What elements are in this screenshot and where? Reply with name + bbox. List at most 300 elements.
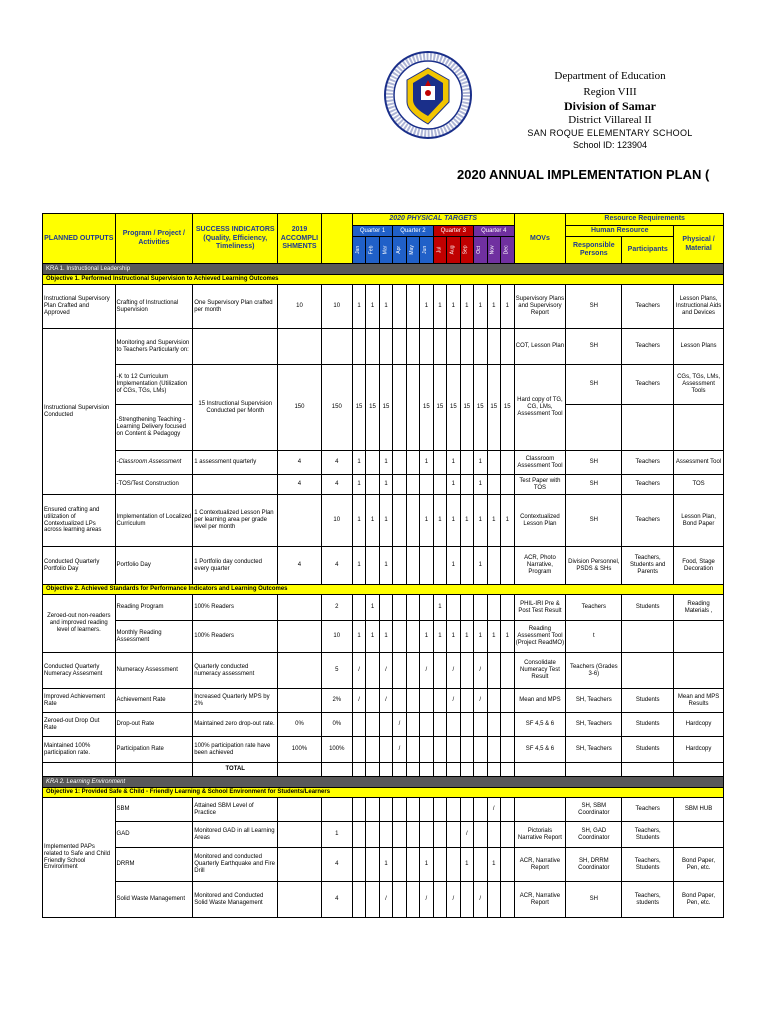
month-target-cell: 1 [420,285,433,329]
month-target-cell [406,882,419,918]
month-target-cell: 1 [447,285,460,329]
responsible-cell: SH [566,495,622,547]
month-target-cell [433,882,446,918]
month-target-cell: 1 [352,621,365,653]
indicator-cell: 1 assessment quarterly [193,451,278,475]
document-title: 2020 ANNUAL IMPLEMENTATION PLAN ( [457,167,710,182]
month-target-cell [366,848,379,882]
header-participants: Participants [622,237,674,264]
target-cell: 150 [321,365,352,451]
indicator-cell: Monitored and conducted Quarterly Earthquake and Fire Drill [193,848,278,882]
program-cell: Portfolio Day [115,547,193,585]
month-target-cell [487,822,500,848]
month-target-cell [487,737,500,763]
mov-cell: Classroom Assessment Tool [514,451,566,475]
month-target-cell [406,451,419,475]
header-responsible-persons: Responsible Persons [566,237,622,264]
month-target-cell [352,595,365,621]
program-cell: Monthly Reading Assessment [115,621,193,653]
header-programs: Program / Project / Activities [115,214,193,264]
target-cell: 100% [321,737,352,763]
table-row [43,713,724,737]
program-cell: SBM [115,798,193,822]
program-cell: Participation Rate [115,737,193,763]
month-target-cell [393,621,406,653]
month-target-cell [433,798,446,822]
responsible-cell: Division Personnel, PSDS & SHs [566,547,622,585]
mov-cell: Supervisory Plans and Supervisory Report [514,285,566,329]
material-cell: Bond Paper, Pen, etc. [674,882,724,918]
table-row [43,365,724,405]
table-row [43,848,724,882]
month-target-cell: 15 [474,365,487,451]
accomplishment-cell: 0% [278,713,322,737]
table-row [43,547,724,585]
month-target-cell [393,882,406,918]
mov-cell: SF 4,5 & 6 [514,713,566,737]
mov-cell: Consolidate Numeracy Test Result [514,653,566,689]
deped-seal-logo [383,50,473,140]
month-target-cell [474,713,487,737]
target-cell: 4 [321,451,352,475]
material-cell: Lesson Plans [674,329,724,365]
month-target-cell: / [474,653,487,689]
material-cell: Bond Paper, Pen, etc. [674,848,724,882]
month-target-cell [352,737,365,763]
participants-cell: Teachers, Students [622,822,674,848]
month-target-cell [366,737,379,763]
header-quarter-4: Quarter 4 [474,226,515,237]
indicator-cell: 100% Readers [193,595,278,621]
responsible-cell: SH, Teachers [566,713,622,737]
indicator-cell: One Supervisory Plan crafted per month [193,285,278,329]
indicator-cell [193,329,278,365]
planned-output-cell: Conducted Quarterly Numeracy Assesment [43,653,116,689]
month-target-cell [420,547,433,585]
mov-cell: COT, Lesson Plan [514,329,566,365]
header-planned-outputs: PLANNED OUTPUTS [43,214,116,264]
indicator-cell: Quarterly conducted numeracy assessment [193,653,278,689]
responsible-cell: Teachers [566,595,622,621]
responsible-cell: SH, SBM Coordinator [566,798,622,822]
planned-output-cell: Implemented PAPs related to Safe and Child Friendly School Environment [43,798,116,918]
month-target-cell [406,822,419,848]
target-cell: 10 [321,621,352,653]
month-target-cell: 1 [487,285,500,329]
accomplishment-cell [278,653,322,689]
month-target-cell [420,595,433,621]
department-name: Department of Education [554,70,666,82]
target-cell: 10 [321,285,352,329]
month-label: Sep [462,245,469,255]
month-target-cell: / [447,882,460,918]
total-row [43,763,724,777]
target-cell: 4 [321,547,352,585]
accomplishment-cell [278,495,322,547]
month-target-cell: / [474,882,487,918]
objective-row: Objective 2. Achieved Standards for Performance Indicators and Learning Outcomes [43,585,724,595]
material-cell [674,621,724,653]
planned-output-cell: Improved Achievement Rate [43,689,116,713]
month-target-cell [393,595,406,621]
planned-output-cell: Conducted Quarterly Portfolio Day [43,547,116,585]
responsible-cell: SH, Teachers [566,689,622,713]
month-label: Feb [368,245,375,255]
participants-cell: Students [622,713,674,737]
material-cell [674,653,724,689]
month-target-cell [420,822,433,848]
table-row [43,329,724,365]
month-target-cell: / [379,689,392,713]
material-cell: TOS [674,475,724,495]
accomplishment-cell: 100% [278,737,322,763]
month-target-cell [352,822,365,848]
month-target-cell [474,822,487,848]
indicator-cell: 100% Readers [193,621,278,653]
program-cell: -K to 12 Curriculum Implementation (Utilization of CGs, TGs, LMs) [115,365,193,405]
table-row [43,495,724,547]
planned-output-cell: Maintained 100% participation rate. [43,737,116,763]
month-target-cell [366,547,379,585]
target-cell [321,329,352,365]
month-target-cell [366,689,379,713]
month-target-cell [352,798,365,822]
mov-cell [514,798,566,822]
month-target-cell [406,285,419,329]
header-physical-material: Physical / Material [674,226,724,264]
accomplishment-cell [278,882,322,918]
month-header [447,237,460,264]
month-target-cell: 1 [379,621,392,653]
month-target-cell: 15 [460,365,473,451]
month-header [474,237,487,264]
mov-cell: ACR, Photo Narrative, Program [514,547,566,585]
month-target-cell: 1 [352,285,365,329]
month-target-cell: 1 [500,285,514,329]
month-target-cell [406,798,419,822]
participants-cell: Teachers, students [622,882,674,918]
month-target-cell [379,713,392,737]
planned-output-cell: Ensured crafting and utilization of Contextualized LPs across learning areas [43,495,116,547]
program-cell: Reading Program [115,595,193,621]
month-target-cell: 1 [433,495,446,547]
month-target-cell [393,822,406,848]
month-target-cell: 1 [487,848,500,882]
month-target-cell [500,653,514,689]
month-target-cell [460,798,473,822]
month-target-cell [433,653,446,689]
month-target-cell: 1 [447,621,460,653]
mov-cell: Mean and MPS [514,689,566,713]
month-label: Oct [476,246,483,254]
program-cell: Crafting of Instructional Supervision [115,285,193,329]
table-row [43,737,724,763]
school-id: School ID: 123904 [572,140,648,150]
month-target-cell [460,547,473,585]
participants-cell [622,621,674,653]
month-target-cell [420,475,433,495]
program-cell: Solid Waste Management [115,882,193,918]
program-cell: -Strengthening Teaching - Learning Delivery focused on Content & Pedagogy [115,405,193,451]
participants-cell: Teachers [622,475,674,495]
month-target-cell [447,822,460,848]
month-target-cell [500,882,514,918]
mov-cell: SF 4,5 & 6 [514,737,566,763]
month-target-cell: 15 [500,365,514,451]
target-cell: 1 [321,822,352,848]
month-target-cell [379,798,392,822]
accomplishment-cell [278,798,322,822]
target-cell: 2% [321,689,352,713]
month-target-cell [393,653,406,689]
month-label: Apr [395,246,402,254]
month-label: Dec [503,245,510,255]
participants-cell: Teachers [622,798,674,822]
month-target-cell: 1 [420,451,433,475]
month-target-cell [352,848,365,882]
participants-cell: Teachers [622,451,674,475]
material-cell: SBM HUB [674,798,724,822]
planned-output-cell: Zeroed-out non-readers and improved reading level of learners. [43,595,116,653]
month-target-cell: / [420,653,433,689]
month-target-cell: 1 [420,848,433,882]
month-target-cell [433,475,446,495]
accomplishment-cell [278,848,322,882]
month-target-cell: 1 [474,547,487,585]
month-header [420,237,433,264]
kra-2-row: KRA 2. Learning Environment [43,777,724,788]
month-target-cell [406,848,419,882]
target-cell: 4 [321,882,352,918]
target-cell [321,798,352,822]
material-cell: Mean and MPS Results [674,689,724,713]
responsible-cell: SH [566,451,622,475]
month-target-cell [379,595,392,621]
month-target-cell [474,595,487,621]
month-target-cell [433,737,446,763]
month-target-cell [500,475,514,495]
month-target-cell: / [420,882,433,918]
indicator-cell: Monitored GAD in all Learning Areas [193,822,278,848]
month-target-cell: 15 [433,365,446,451]
accomplishment-cell [278,595,322,621]
month-target-cell [447,848,460,882]
month-header [500,237,514,264]
month-target-cell: 1 [447,547,460,585]
month-target-cell: 15 [487,365,500,451]
program-cell: Monitoring and Supervision to Teachers Particularly on: [115,329,193,365]
material-cell: Hardcopy [674,737,724,763]
table-row [43,285,724,329]
material-cell: Lesson Plan, Bond Paper [674,495,724,547]
material-cell: Reading Materials , [674,595,724,621]
month-header [366,237,379,264]
month-header [393,237,406,264]
indicator-cell: 1 Portfolio day conducted every quarter [193,547,278,585]
program-cell: Drop-out Rate [115,713,193,737]
month-target-cell [393,285,406,329]
program-cell: GAD [115,822,193,848]
header-physical-targets: 2020 PHYSICAL TARGETS [352,214,514,226]
month-target-cell [500,822,514,848]
month-target-cell [393,798,406,822]
month-target-cell: 1 [460,285,473,329]
month-target-cell [447,595,460,621]
month-label: Jun [422,246,429,255]
month-target-cell: 1 [474,495,487,547]
mov-cell: Hard copy of TG, CG, LMs, Assessment Tool [514,365,566,451]
indicator-cell: 15 Instructional Supervision Conducted per Month [193,365,278,451]
accomplishment-cell: 4 [278,475,322,495]
material-cell: CGs, TGs, LMs, Assessment Tools [674,365,724,405]
month-target-cell: / [379,882,392,918]
month-target-cell [406,475,419,495]
month-target-cell [487,451,500,475]
table-row [43,595,724,621]
header-human-resource: Human Resource [566,226,674,237]
month-target-cell [460,713,473,737]
accomplishment-cell [278,621,322,653]
month-target-cell [460,882,473,918]
month-target-cell [420,737,433,763]
month-target-cell [406,737,419,763]
month-target-cell [487,595,500,621]
target-cell: 0% [321,713,352,737]
month-target-cell [487,713,500,737]
month-target-cell: / [474,689,487,713]
month-target-cell: 1 [379,547,392,585]
objective-row: Objective 1. Performed Instructional Supervision to Achieved Learning Outcomes [43,275,724,285]
month-target-cell: 1 [433,621,446,653]
program-cell: Achievement Rate [115,689,193,713]
accomplishment-cell: 10 [278,285,322,329]
month-target-cell: 1 [447,475,460,495]
month-target-cell: 1 [433,595,446,621]
month-target-cell: 1 [420,621,433,653]
accomplishment-cell [278,329,322,365]
target-cell: 2 [321,595,352,621]
planned-output-cell: Zeroed-out Drop Out Rate [43,713,116,737]
header-2019-accomplishments: 2019 ACCOMPLISHMENTS [278,214,322,264]
accomplishment-cell: 4 [278,451,322,475]
month-target-cell [460,451,473,475]
month-target-cell: / [447,653,460,689]
program-cell: -TOS/Test Construction [115,475,193,495]
responsible-cell: SH, Teachers [566,737,622,763]
month-target-cell [366,653,379,689]
month-target-cell: 1 [366,285,379,329]
month-target-cell [447,798,460,822]
month-target-cell [500,595,514,621]
header-movs: MOVs [514,214,566,264]
month-target-cell [366,882,379,918]
program-cell: Numeracy Assessment [115,653,193,689]
month-target-cell [460,475,473,495]
month-target-cell [379,737,392,763]
responsible-cell: SH [566,285,622,329]
month-target-cell [406,595,419,621]
indicator-cell: Monitored and Conducted Solid Waste Management [193,882,278,918]
responsible-cell: SH [566,329,622,365]
implementation-plan-table [42,213,724,918]
month-target-cell [393,475,406,495]
month-target-cell [406,495,419,547]
month-target-cell [406,547,419,585]
participants-cell: Teachers [622,285,674,329]
participants-cell: Teachers [622,329,674,365]
month-target-cell [460,689,473,713]
indicator-cell: Attained SBM Level of Practice [193,798,278,822]
participants-cell: Teachers, Students and Parents [622,547,674,585]
month-target-cell [420,713,433,737]
program-cell: Implementation of Localized Curriculum [115,495,193,547]
month-target-cell: / [460,822,473,848]
month-target-cell [352,882,365,918]
month-target-cell: 15 [352,365,365,451]
month-target-cell: 1 [447,451,460,475]
month-target-cell [366,822,379,848]
participants-cell: Teachers, Students [622,848,674,882]
month-target-cell [433,713,446,737]
mov-cell: Reading Assessment Tool (Project ReadMO) [514,621,566,653]
month-target-cell [393,689,406,713]
objective-row: Objective 1: Provided Safe & Child - Friendly Learning & School Environment for Students/Learners [43,788,724,798]
month-target-cell [393,547,406,585]
month-target-cell [366,475,379,495]
month-target-cell [500,798,514,822]
month-target-cell: 15 [379,365,392,451]
month-target-cell: 1 [460,495,473,547]
month-header [460,237,473,264]
month-header [487,237,500,264]
mov-cell: Test Paper with TOS [514,475,566,495]
month-target-cell: 1 [379,451,392,475]
month-target-cell [379,822,392,848]
month-target-cell: 15 [366,365,379,451]
total-label: TOTAL [193,763,278,777]
table-row [43,798,724,822]
header-success-indicators: SUCCESS INDICATORS (Quality, Efficiency, Timeliness) [193,214,278,264]
month-target-cell [447,737,460,763]
month-label: Mar [382,245,389,255]
table-row [43,451,724,475]
school-name: SAN ROQUE ELEMENTARY SCHOOL [527,128,693,138]
indicator-cell: 1 Contextualized Lesson Plan per learning area per grade level per month [193,495,278,547]
material-cell: Assessment Tool [674,451,724,475]
month-target-cell [487,547,500,585]
month-target-cell [460,653,473,689]
month-target-cell [420,798,433,822]
month-header [379,237,392,264]
month-target-cell [393,451,406,475]
month-target-cell: / [352,653,365,689]
month-target-cell: 1 [474,475,487,495]
month-target-cell [393,365,406,451]
mov-cell: Pictorials Narrative Report [514,822,566,848]
month-target-cell: 1 [379,475,392,495]
month-target-cell: 1 [366,595,379,621]
month-label: Nov [489,245,496,255]
month-target-cell [406,621,419,653]
table-row [43,621,724,653]
header-quarter-2: Quarter 2 [393,226,433,237]
month-target-cell [406,713,419,737]
accomplishment-cell [278,689,322,713]
month-header [352,237,365,264]
month-target-cell [433,848,446,882]
mov-cell: PHIL-IRI Pre & Post Test Result [514,595,566,621]
month-target-cell [460,737,473,763]
